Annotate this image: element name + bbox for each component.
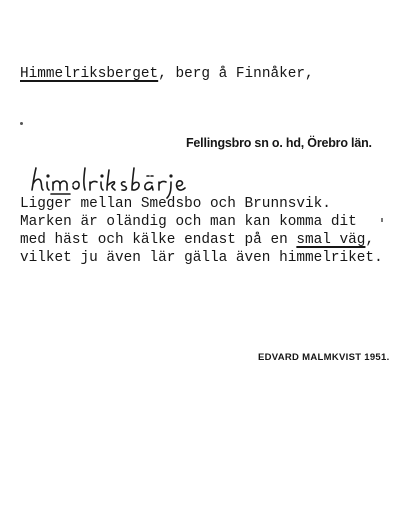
body-line-1: Ligger mellan Smedsbo och Brunnsvik.: [20, 196, 331, 212]
underlined-phrase: smal väg: [296, 232, 366, 248]
parish-location: Fellingsbro sn o. hd, Örebro län.: [186, 136, 372, 150]
headword: Himmelriksberget: [20, 66, 159, 82]
body-line-3-start: med häst och kälke endast på en: [20, 232, 297, 248]
collector-signature: EDVARD MALMKVIST 1951.: [258, 352, 390, 363]
margin-mark: [381, 218, 383, 222]
body-line-3: [20, 232, 374, 248]
body-line-2: Marken är oländig och man kan komma dit: [20, 214, 357, 230]
headword-line: [20, 66, 314, 82]
body-line-4: vilket ju även lär gälla även himmelriket.: [20, 250, 383, 266]
margin-dot: [20, 122, 23, 125]
body-line-3-end: ,: [365, 232, 375, 248]
handwritten-pronunciation: [30, 156, 270, 200]
headword-description: , berg å Finnåker,: [158, 66, 314, 82]
